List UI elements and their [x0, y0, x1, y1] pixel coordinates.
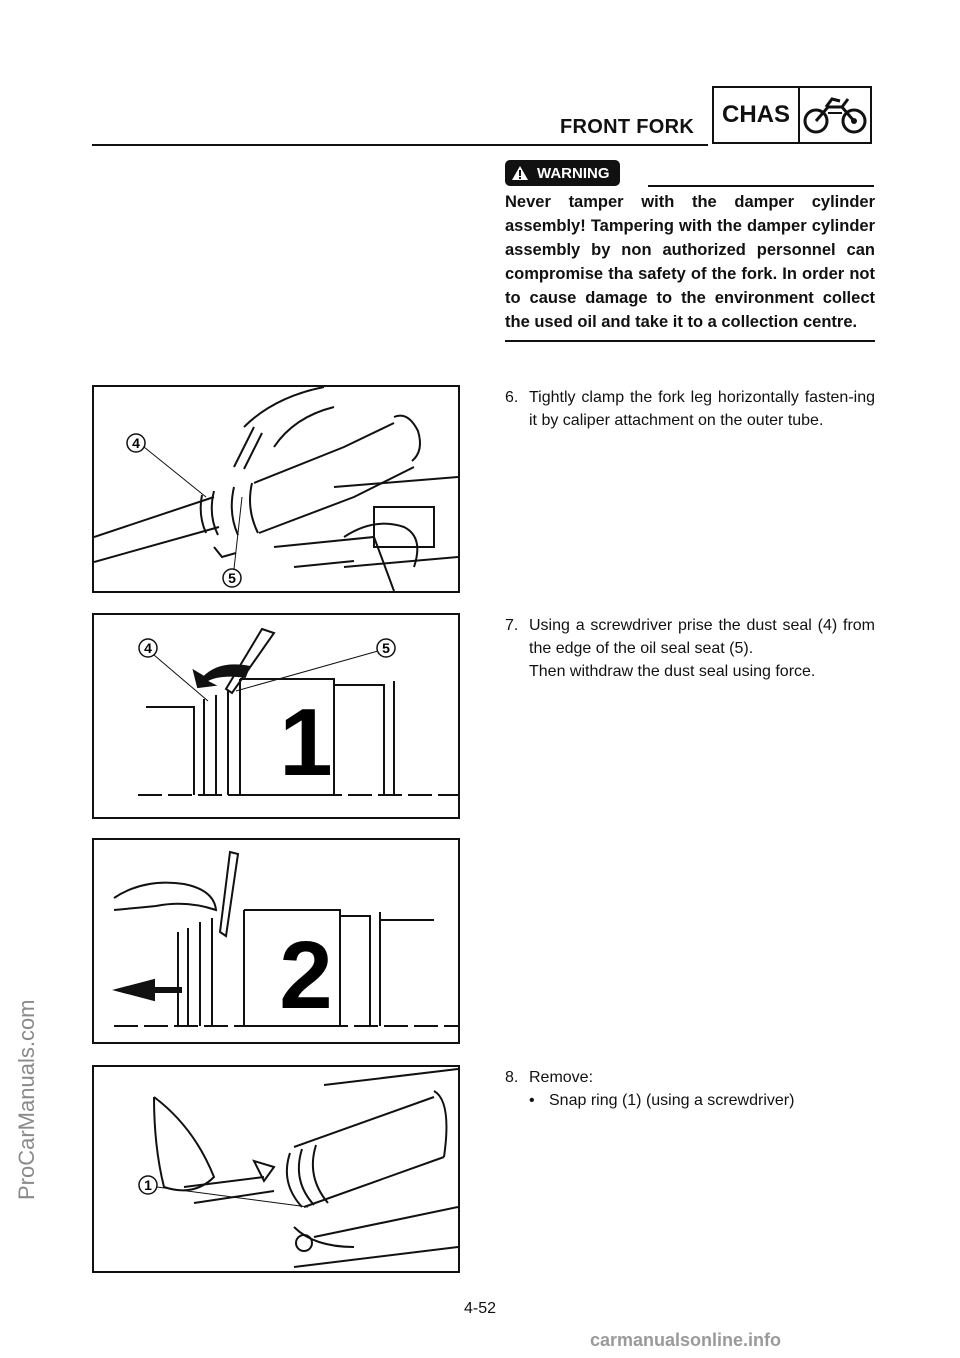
header-divider [92, 144, 708, 146]
motorcycle-icon [800, 88, 870, 142]
svg-text:1: 1 [144, 1177, 152, 1193]
warning-label: WARNING [537, 164, 610, 182]
page-number: 4-52 [463, 1300, 497, 1317]
callout-4 [139, 639, 208, 701]
step-8 [505, 1066, 875, 1112]
step-number: 8. [505, 1069, 519, 1086]
step-6 [505, 386, 875, 432]
warning-divider-top [648, 185, 874, 187]
svg-text:4: 4 [132, 435, 140, 451]
svg-text:4: 4 [144, 640, 152, 656]
figure-pry-dust-seal [92, 613, 460, 819]
step-text: Remove: [529, 1069, 594, 1086]
figure-clamp-fork-leg [92, 385, 460, 593]
step-text: Using a screwdriver prise the dust seal (4) from the edge of the oil seal seat (5). [529, 617, 875, 657]
bottom-watermark: carmanualsonline.info [590, 1330, 782, 1350]
step-7 [505, 614, 875, 683]
callout-5 [236, 639, 395, 691]
bullet-text: Snap ring (1) (using a screwdriver) [549, 1092, 795, 1109]
svg-text:5: 5 [382, 640, 390, 656]
step-number: 6. [505, 389, 519, 406]
callout-4 [127, 434, 206, 497]
step-number: 7. [505, 617, 519, 634]
warning-divider-bottom [505, 340, 875, 342]
callout-1 [139, 1176, 308, 1207]
warning-badge [505, 160, 620, 186]
warning-text: Never tamper with the damper cylinder assembly! Tampering with the damper cylinder assembly by non authorized personnel can compromise tha safety of the fork. In order not to cause damage to the environment collect the used oil and take it to a collection centre. [505, 193, 875, 331]
section-title: FRONT FORK [560, 116, 695, 138]
chas-label: CHAS [714, 88, 800, 142]
svg-text:5: 5 [228, 570, 236, 586]
step-text: Tightly clamp the fork leg horizontally fasten-ing it by caliper attachment on the outer tube. [529, 389, 875, 429]
bullet-symbol: • [529, 1092, 535, 1109]
chas-badge [712, 86, 872, 144]
figure-remove-snap-ring [92, 1065, 460, 1273]
side-watermark: ProCarManuals.com [14, 999, 39, 1200]
panel-number-1: 1 [279, 689, 333, 796]
figure-withdraw-dust-seal [92, 838, 460, 1044]
panel-number-2: 2 [279, 922, 333, 1029]
bullet-item [529, 1089, 875, 1112]
step-text-extra: Then withdraw the dust seal using force. [529, 663, 816, 680]
warning-icon [511, 165, 529, 181]
